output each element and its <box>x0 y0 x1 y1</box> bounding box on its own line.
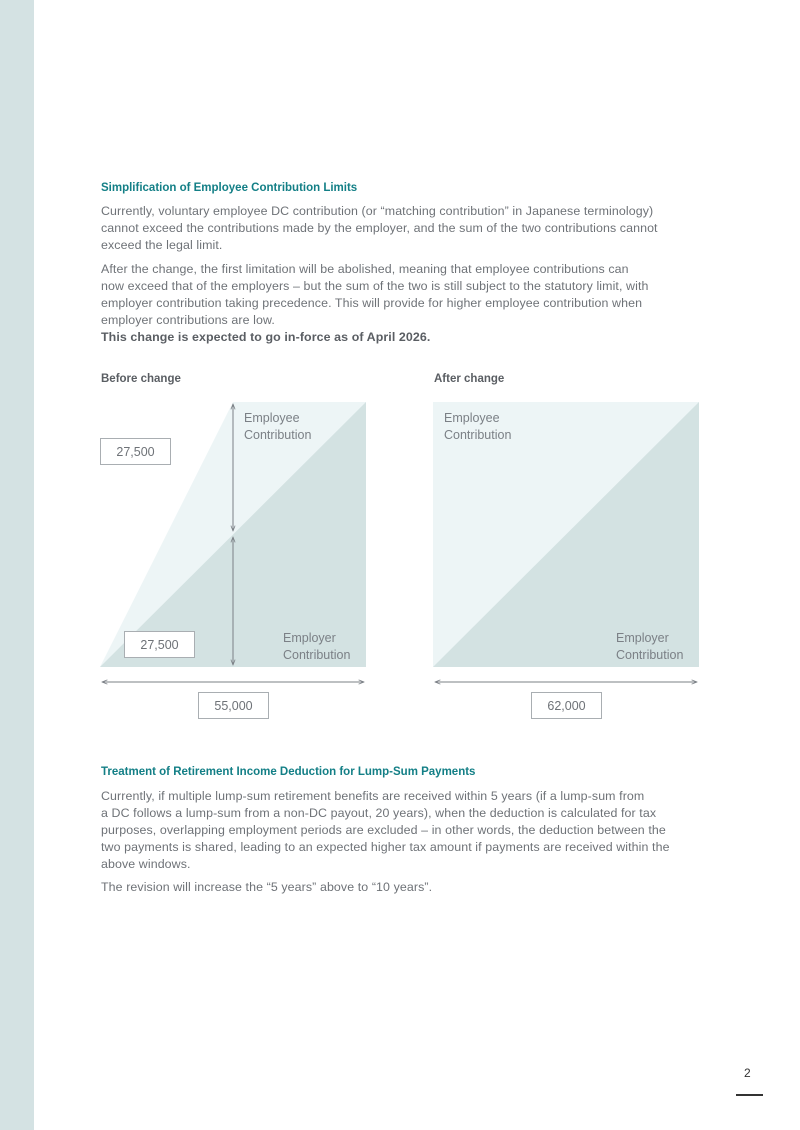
section-heading: Treatment of Retirement Income Deduction for Lump-Sum Payments <box>101 766 476 778</box>
text-line: a DC follows a lump-sum from a non-DC payout, 20 years), when the deduction is calculated for tax <box>101 806 657 820</box>
text-line: now exceed that of the employers – but the sum of the two is still subject to the statutory limit, with <box>101 279 649 293</box>
text-line: After the change, the first limitation will be abolished, meaning that employee contributions can <box>101 262 629 276</box>
employee-label: Employee <box>444 411 500 425</box>
text-line: cannot exceed the contributions made by the employer, and the sum of the two contributions cannot <box>101 221 658 235</box>
text-line: exceed the legal limit. <box>101 238 223 252</box>
text-line: above windows. <box>101 857 191 871</box>
section2-paragraph-1 <box>101 788 696 873</box>
page-number-rule <box>736 1094 763 1096</box>
diagram-title: Before change <box>101 373 181 385</box>
text-line: Currently, voluntary employee DC contribution (or “matching contribution” in Japanese terminology) <box>101 204 654 218</box>
employer-label: Contribution <box>616 648 684 662</box>
section-retirement-deduction <box>101 766 696 778</box>
text-line: The revision will increase the “5 years” above to “10 years”. <box>101 880 433 894</box>
effective-date-note: This change is expected to go in-force as of April 2026. <box>101 330 431 344</box>
employee-label: Contribution <box>244 428 312 442</box>
employer-label: Employer <box>283 631 336 645</box>
text-line: employer contributions are low. <box>101 313 275 327</box>
total-value: 62,000 <box>547 699 586 713</box>
text-line: employer contribution taking precedence. This will provide for higher employee contribution when <box>101 296 643 310</box>
employee-label: Employee <box>244 411 300 425</box>
total-value: 55,000 <box>214 699 253 713</box>
diagram-after <box>433 373 699 719</box>
text-line: two payments is shared, leading to an expected higher tax amount if payments are received within the <box>101 840 670 854</box>
diagram-before <box>100 373 366 719</box>
employer-limit-value: 27,500 <box>140 638 179 652</box>
section-heading: Simplification of Employee Contribution Limits <box>101 182 358 194</box>
section2-paragraph-2 <box>101 879 696 896</box>
employer-label: Employer <box>616 631 669 645</box>
page-number: 2 <box>744 1066 751 1080</box>
employer-label: Contribution <box>283 648 351 662</box>
employee-label: Contribution <box>444 428 512 442</box>
text-line: Currently, if multiple lump-sum retirement benefits are received within 5 years (if a lump-sum from <box>101 789 645 803</box>
text-line: purposes, overlapping employment periods are excluded – in other words, the deduction between the <box>101 823 666 837</box>
employee-limit-value: 27,500 <box>116 445 155 459</box>
diagram-title: After change <box>434 373 505 385</box>
